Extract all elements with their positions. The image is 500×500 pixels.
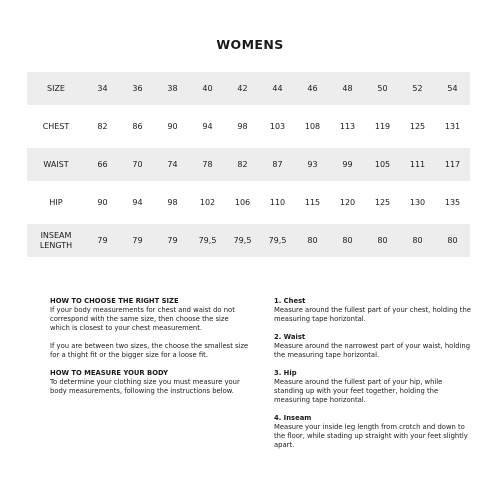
page-title: WOMENS <box>216 37 284 52</box>
table-cell: 42 <box>237 84 248 93</box>
table-cell: 48 <box>342 84 353 93</box>
table-cell: 74 <box>167 160 178 169</box>
table-row-inseam <box>27 224 470 257</box>
row-label-hip: HIP <box>49 197 63 207</box>
table-row-chest <box>27 110 470 143</box>
table-cell: 79,5 <box>268 236 287 245</box>
table-cell: 82 <box>237 160 248 169</box>
row-label-chest: CHEST <box>42 121 70 131</box>
table-row-size <box>27 72 470 105</box>
instruction-text: Measure around the fullest part of your chest, holding the measuring tape horizontal. <box>274 306 471 323</box>
instruction-waist <box>274 333 474 360</box>
row-label-line: LENGTH <box>39 240 73 250</box>
choose-size-paragraph: If your body measurements for chest and waist do not correspond with the same size, then choose the size which is closest to your chest measurement. <box>50 306 235 332</box>
table-cell: 70 <box>132 160 143 169</box>
table-cell: 38 <box>167 84 178 93</box>
table-cell: 66 <box>97 160 108 169</box>
table-row-waist <box>27 148 470 181</box>
table-cell: 52 <box>412 84 423 93</box>
table-cell: 80 <box>447 236 458 245</box>
instruction-inseam <box>274 414 474 450</box>
table-cell: 106 <box>234 198 251 207</box>
table-cell: 44 <box>272 84 283 93</box>
table-cell: 79 <box>97 236 108 245</box>
table-cell: 98 <box>167 198 178 207</box>
table-cell: 113 <box>339 122 356 131</box>
table-cell: 102 <box>199 198 216 207</box>
instruction-heading: 2. Waist <box>274 333 306 341</box>
table-cell: 125 <box>409 122 426 131</box>
table-cell: 50 <box>377 84 388 93</box>
table-cell: 87 <box>272 160 283 169</box>
instruction-text: Measure your inside leg length from crotch and down to the floor, while stading up straight with your feet slightly apart. <box>274 423 468 449</box>
table-cell: 36 <box>132 84 143 93</box>
table-cell: 82 <box>97 122 108 131</box>
table-cell: 34 <box>97 84 108 93</box>
instruction-text: Measure around the narrowest part of your waist, holding the measuring tape horizontal. <box>274 342 471 359</box>
table-cell: 115 <box>304 198 321 207</box>
table-cell: 78 <box>202 160 213 169</box>
table-cell: 125 <box>374 198 391 207</box>
instruction-heading: 3. Hip <box>274 369 297 377</box>
table-cell: 46 <box>307 84 318 93</box>
table-cell: 105 <box>374 160 391 169</box>
table-cell: 135 <box>444 198 461 207</box>
measure-body-heading: HOW TO MEASURE YOUR BODY <box>50 369 169 377</box>
table-cell: 80 <box>412 236 423 245</box>
table-cell: 103 <box>269 122 286 131</box>
row-label-size: SIZE <box>47 83 65 93</box>
table-cell: 79,5 <box>233 236 252 245</box>
instruction-text: Measure around the fullest part of your hip, while standing up with your feet together, holding the measuring tape horizontal. <box>274 378 443 404</box>
table-cell: 98 <box>237 122 248 131</box>
between-sizes-paragraph: If you are between two sizes, the choose the smallest size for a thight fit or the bigger size for a loose fit. <box>50 342 249 359</box>
size-chart-table <box>27 72 470 262</box>
choose-size-heading: HOW TO CHOOSE THE RIGHT SIZE <box>50 297 179 305</box>
table-cell: 80 <box>307 236 318 245</box>
instruction-heading: 4. Inseam <box>274 414 312 422</box>
table-cell: 119 <box>374 122 391 131</box>
table-cell: 86 <box>132 122 143 131</box>
table-cell: 117 <box>444 160 461 169</box>
table-cell: 40 <box>202 84 213 93</box>
instruction-hip <box>274 369 474 405</box>
measure-body-paragraph: To determine your clothing size you must measure your body measurements, following the instructions below. <box>50 378 240 395</box>
table-cell: 79 <box>132 236 143 245</box>
table-cell: 131 <box>444 122 461 131</box>
measuring-instructions <box>274 297 474 459</box>
table-cell: 110 <box>269 198 286 207</box>
table-cell: 80 <box>342 236 353 245</box>
table-cell: 108 <box>304 122 321 131</box>
table-cell: 99 <box>342 160 353 169</box>
table-cell: 93 <box>307 160 318 169</box>
table-cell: 111 <box>409 160 426 169</box>
table-cell: 130 <box>409 198 426 207</box>
row-label-inseam <box>27 231 85 251</box>
table-cell: 94 <box>132 198 143 207</box>
instruction-heading: 1. Chest <box>274 297 306 305</box>
table-cell: 80 <box>377 236 388 245</box>
instruction-chest <box>274 297 474 324</box>
table-cell: 90 <box>97 198 108 207</box>
table-cell: 90 <box>167 122 178 131</box>
table-cell: 120 <box>339 198 356 207</box>
table-cell: 54 <box>447 84 458 93</box>
table-row-hip <box>27 186 470 219</box>
table-cell: 79,5 <box>198 236 217 245</box>
size-guide-text <box>50 297 250 405</box>
row-label-line: INSEAM <box>40 230 72 240</box>
row-label-waist: WAIST <box>43 159 69 169</box>
table-cell: 79 <box>167 236 178 245</box>
table-cell: 94 <box>202 122 213 131</box>
